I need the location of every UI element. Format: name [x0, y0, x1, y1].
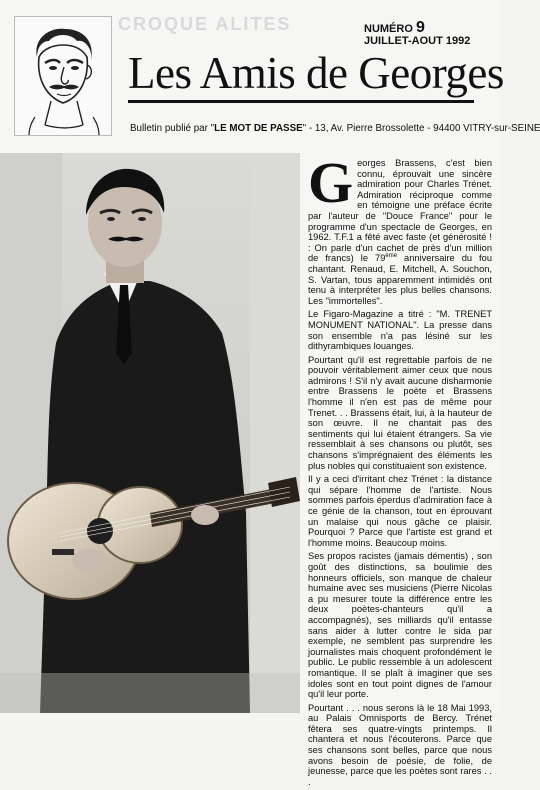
superscript-text: ème [385, 253, 398, 260]
title-underline [128, 100, 474, 103]
publisher-address: " - 13, Av. Pierre Brossolette - 94400 VITRY-sur-SEINE [302, 123, 540, 134]
issue-info [364, 19, 471, 47]
issue-label: NUMÉRO [364, 23, 413, 35]
caricature-logo [14, 16, 112, 136]
issue-number: 9 [415, 19, 425, 36]
article-text: eorges Brassens, c'est bien connu, éprouvait une sincère admiration pour Charles Trénet. Admiration réciproque comme en témoigne une préface écrite par l'auteur de "Douce France" pour le programme d'un spectacle de Georges, en 1962. T.F.1 a fêté avec faste (et générosité ! : On parle d'un cachet de près d'un million de francs) le 79 [308, 158, 492, 264]
article-text: anniversaire du fou chantant. Renaud, E. Mitchell, A. Souchon, S. Vartan, tous apparemment intimidés ont tenu à interpréter les plus belles chansons. Les "immortelles". [308, 253, 492, 306]
article-paragraph: Pourtant qu'il est regrettable parfois de ne pouvoir véritablement aimer ceux que nous admirons ! S'il n'y avait aucune disharmonie entre Brassens le poète et Brassens l'homme il n'en est pas de même pour Trenet. . . Brassens était, lui, à la hauteur de son œuvre. Il ne chantait pas des sentiments qui lui étaient étrangers. Sa vie ressemblait à ses chansons ou plutôt, ses chansons s'imprégnaient des éléments les plus nobles qui constituaient son existence. [308, 354, 492, 471]
issue-date: JUILLET-AOUT 1992 [364, 35, 471, 47]
publication-title: Les Amis de Georges [128, 48, 504, 98]
guitarist-photo-image [0, 153, 300, 713]
article-paragraph: Pourtant . . . nous serons là le 18 Mai 1993, au Palais Omnisports de Bercy. Trénet fêtera ses quatre-vingts printemps. Il chantera et nous l'écouterons. Parce que ses chansons sont belles, parce que nous avons besoin de poésie, de folie, de jeunesse, parce que les poètes sont rares . . . [308, 702, 492, 787]
publisher-prefix: Bulletin publié par " [130, 123, 215, 134]
article-paragraph: Il y a ceci d'irritant chez Trénet : la distance qui sépare l'homme de l'artiste. Nous sommes parfois éperdus d'admiration face à ce génie de la chanson, tout en éprouvant un malaise qui nous gâche ce plaisir. Pourquoi ? Parce que l'artiste est grand et l'homme moins. Beaucoup moins. [308, 474, 492, 548]
article-paragraph: Ses propos racistes (jamais démentis) , son goût des distinctions, sa boulimie des honneurs officiels, son manque de chaleur humaine avec ses musiciens (Pierre Nicolas a pu mesurer toute la différence entre les deux poètes-chanteurs qu'il a accompagnés), ses milliards qu'il entasse sans aider à lutter contre le sida par exemple, ne semblent pas surprendre les journalistes mais choquent profondément le public. Le public ressemble à un adolescent romantique. Il se plaît à imaginer que ses idoles sont en tout point dignes de l'amour qu'il leur porte. [308, 551, 492, 700]
drop-cap: G [308, 150, 354, 215]
show-through-text: CROQUE ALITES [118, 14, 292, 34]
publisher-org: LE MOT DE PASSE [214, 123, 303, 134]
article-column [308, 150, 492, 790]
caricature-portrait-icon [15, 17, 111, 135]
article-paragraph [308, 150, 492, 306]
guitarist-photo [0, 153, 300, 713]
publisher-line [130, 123, 540, 134]
article-paragraph: Le Figaro-Magazine a titré : "M. TRENET MONUMENT NATIONAL". La presse dans son ensemble n'a pas lésiné sur les dithyrambiques louanges. [308, 309, 492, 352]
